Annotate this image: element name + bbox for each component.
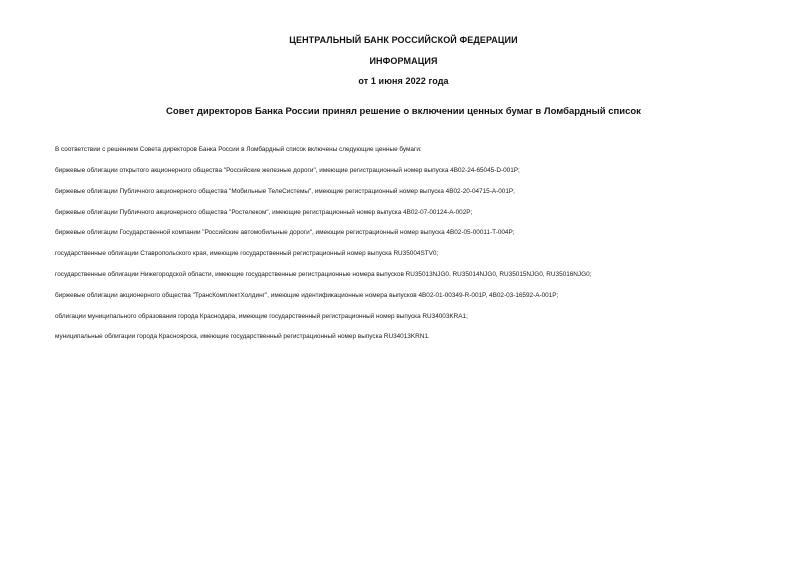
- list-item: государственные облигации Ставропольского края, имеющие государственный регистрационный номер выпуска RU35004STV0;: [55, 250, 439, 257]
- list-item: биржевые облигации открытого акционерного общества "Российские железные дороги", имеющие регистрационный номер выпуска 4B02-24-65045-D-001P;: [55, 167, 520, 174]
- list-item: облигации муниципального образования города Краснодара, имеющие государственный регистрационный номер выпуска RU34003KRA1;: [55, 313, 468, 320]
- list-item: биржевые облигации акционерного общества "ТрансКомплектХолдинг", имеющие идентификационные номера выпусков 4B02-01-00349-R-001P, 4B02-03-16592-A-001P;: [55, 292, 559, 299]
- document-type: ИНФОРМАЦИЯ: [369, 56, 438, 66]
- page-title: Совет директоров Банка России принял решение о включении ценных бумаг в Ломбардный список: [166, 106, 641, 117]
- list-item: биржевые облигации Государственной компании "Российские автомобильные дороги", имеющие регистрационный номер выпуска 4B02-05-00011-T-004P;: [55, 229, 515, 236]
- list-item: биржевые облигации Публичного акционерного общества "Мобильные ТелеСистемы", имеющие регистрационный номер выпуска 4B02-20-04715-A-001P;: [55, 188, 515, 195]
- document-date: от 1 июня 2022 года: [358, 76, 449, 86]
- list-item: муниципальные облигации города Красноярска, имеющие государственный регистрационный номер выпуска RU34013KRN1.: [55, 333, 430, 340]
- list-item: биржевые облигации Публичного акционерного общества "Ростелеком", имеющие регистрационный номер выпуска 4B02-07-00124-A-002P;: [55, 209, 473, 216]
- organization-title: ЦЕНТРАЛЬНЫЙ БАНК РОССИЙСКОЙ ФЕДЕРАЦИИ: [289, 35, 518, 45]
- intro-paragraph: В соответствии с решением Совета директоров Банка России в Ломбардный список включены следующие ценные бумаги:: [55, 146, 422, 153]
- list-item: государственные облигации Нижегородской области, имеющие государственные регистрационные номера выпусков RU35013NJG0, RU35014NJG0, RU35015NJG0, RU35016NJG0;: [55, 271, 592, 278]
